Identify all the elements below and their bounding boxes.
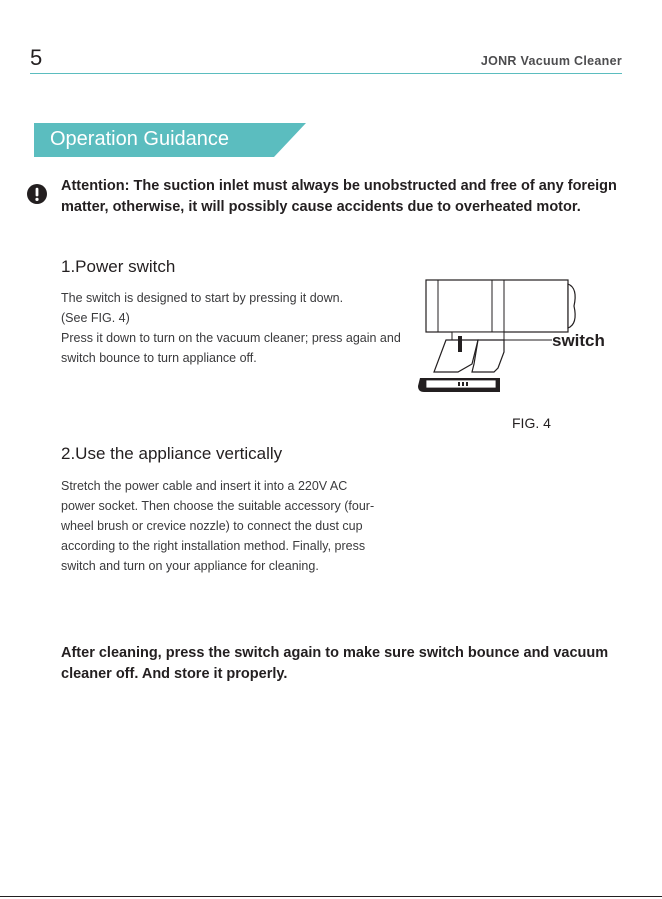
exclamation-circle-icon (27, 184, 47, 204)
vertical-use-heading: 2.Use the appliance vertically (61, 444, 283, 463)
closing-text: After cleaning, press the switch again to make sure switch bounce and vacuum cleaner off. And store it properly. (61, 645, 609, 682)
power-switch-paragraph-2: Press it down to turn on the vacuum cleaner; press again and switch bounce to turn appliance off. (61, 331, 401, 365)
power-switch-paragraph-1: The switch is designed to start by pressing it down. (See FIG. 4) (61, 291, 344, 325)
document-title: JONR Vacuum Cleaner (480, 54, 622, 68)
footer-divider (0, 896, 662, 897)
switch-callout-label: switch (552, 331, 605, 350)
figure-caption: FIG. 4 (512, 415, 551, 431)
page-number: 5 (30, 45, 43, 70)
power-switch-heading: 1.Power switch (61, 257, 176, 276)
section-banner (34, 123, 306, 157)
section-title: Operation Guidance (50, 128, 230, 150)
header-divider (30, 73, 622, 74)
vertical-use-paragraph: Stretch the power cable and insert it into a 220V AC power socket. Then choose the suitable accessory (four-wheel brush or crevice nozzle) to connect the dust cup according to the right installation method. Finally, press switch and turn on your appliance for cleaning. (61, 479, 375, 573)
attention-text: Attention: The suction inlet must always be unobstructed and free of any foreign matter, otherwise, it will possibly cause accidents due to overheated motor. (61, 178, 617, 215)
